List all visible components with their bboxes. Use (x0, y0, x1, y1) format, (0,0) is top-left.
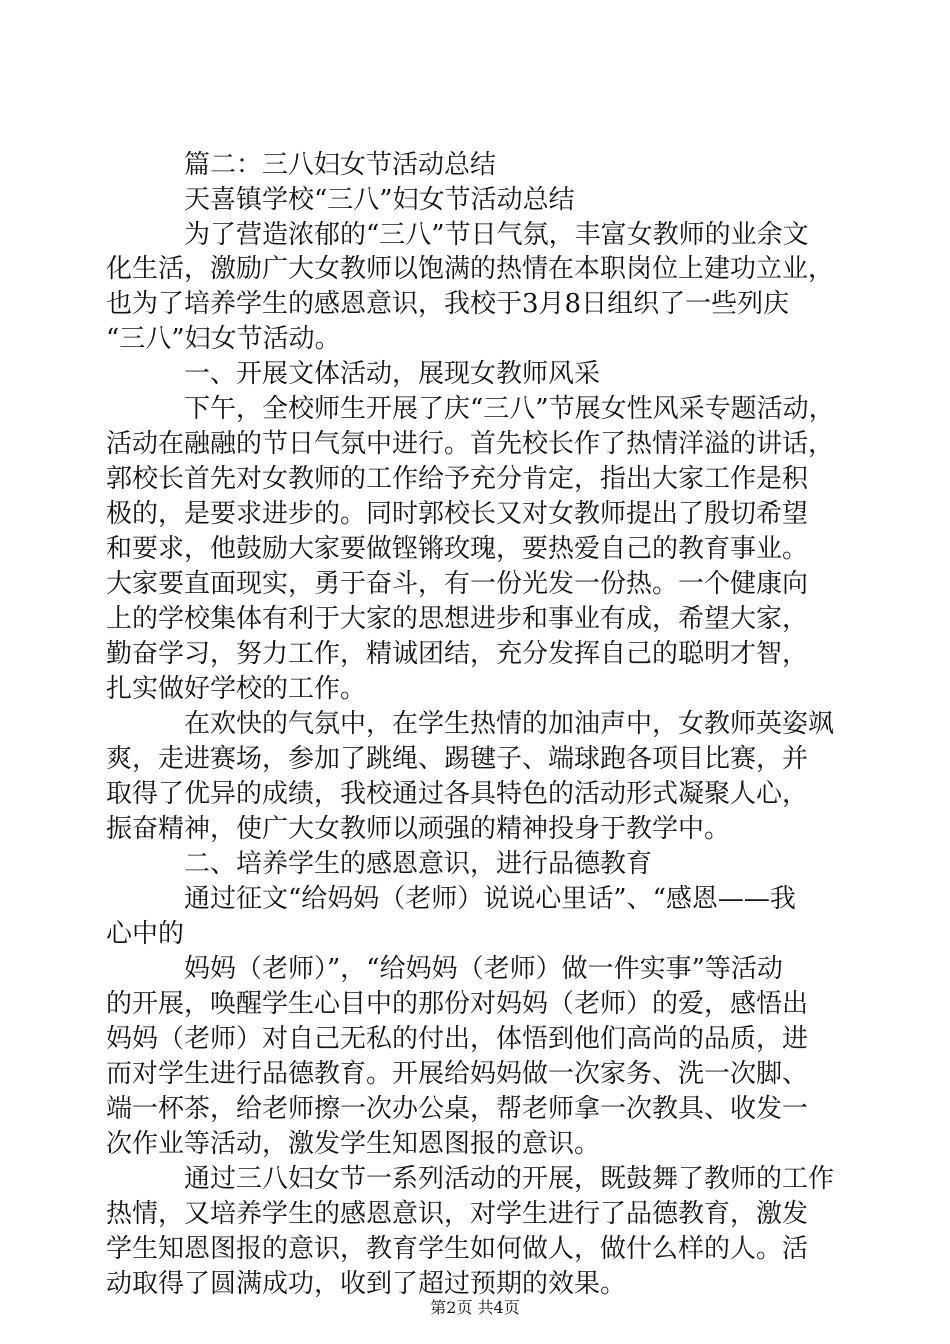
text-line: 篇二：三八妇女节活动总结 (184, 150, 497, 180)
text-line: 热情，又培养学生的感恩意识，对学生进行了品德教育，激发 (106, 1199, 809, 1229)
text-line: 天喜镇学校“三八”妇女节活动总结 (184, 185, 575, 215)
text-line: 通过征文“给妈妈（老师）说说心里话”、“感恩——我 (184, 884, 796, 914)
text-line: 心中的 (106, 919, 185, 949)
text-line: 下午，全校师生开展了庆“三八”节展女性风采专题活动， (184, 394, 835, 424)
text-line: 扎实做好学校的工作。 (106, 674, 367, 704)
text-line: 郭校长首先对女教师的工作给予充分肯定，指出大家工作是积 (106, 464, 809, 494)
text-line: 一、开展文体活动，展现女教师风采 (184, 359, 601, 389)
page-footer: 第2页 共4页 (430, 1298, 520, 1317)
text-line: 动取得了圆满成功，收到了超过预期的效果。 (106, 1269, 627, 1299)
text-line: 二、培养学生的感恩意识，进行品德教育 (184, 849, 653, 879)
text-line: 活动在融融的节日气氛中进行。首先校长作了热情洋溢的讲话， (106, 429, 835, 459)
text-line: 妈妈（老师）”，“给妈妈（老师）做一件实事”等活动 (184, 954, 783, 984)
text-line: 为了营造浓郁的“三八”节日气氛，丰富女教师的业余文 (184, 220, 809, 250)
text-line: 在欢快的气氛中，在学生热情的加油声中，女教师英姿飒 (184, 709, 835, 739)
text-line: “三八”妇女节活动。 (106, 324, 341, 354)
text-line: 次作业等活动，激发学生知恩图报的意识。 (106, 1129, 601, 1159)
text-line: 的开展，唤醒学生心目中的那份对妈妈（老师）的爱，感悟出 (106, 989, 809, 1019)
text-line: 爽，走进赛场，参加了跳绳、踢毽子、端球跑各项目比赛，并 (106, 744, 809, 774)
text-line: 和要求，他鼓励大家要做铿锵玫瑰，要热爱自己的教育事业。 (106, 534, 809, 564)
text-line: 妈妈（老师）对自己无私的付出，体悟到他们高尚的品质，进 (106, 1024, 809, 1054)
text-line: 上的学校集体有利于大家的思想进步和事业有成，希望大家， (106, 604, 809, 634)
text-line: 大家要直面现实，勇于奋斗，有一份光发一份热。一个健康向 (106, 569, 809, 599)
text-line: 端一杯茶，给老师擦一次办公桌，帮老师拿一次教具、收发一 (106, 1094, 809, 1124)
text-line: 振奋精神，使广大女教师以顽强的精神投身于教学中。 (106, 814, 731, 844)
text-line: 取得了优异的成绩，我校通过各具特色的活动形式凝聚人心， (106, 779, 809, 809)
text-line: 也为了培养学生的感恩意识，我校于3月8日组织了一些列庆 (106, 289, 790, 319)
text-line: 勤奋学习，努力工作，精诚团结，充分发挥自己的聪明才智， (106, 639, 809, 669)
text-line: 通过三八妇女节一系列活动的开展，既鼓舞了教师的工作 (184, 1164, 835, 1194)
text-line: 学生知恩图报的意识，教育学生如何做人，做什么样的人。活 (106, 1234, 809, 1264)
text-line: 极的，是要求进步的。同时郭校长又对女教师提出了殷切希望 (106, 499, 809, 529)
text-line: 而对学生进行品德教育。开展给妈妈做一次家务、洗一次脚、 (106, 1059, 809, 1089)
text-line: 化生活，激励广大女教师以饱满的热情在本职岗位上建功立业， (106, 254, 835, 284)
